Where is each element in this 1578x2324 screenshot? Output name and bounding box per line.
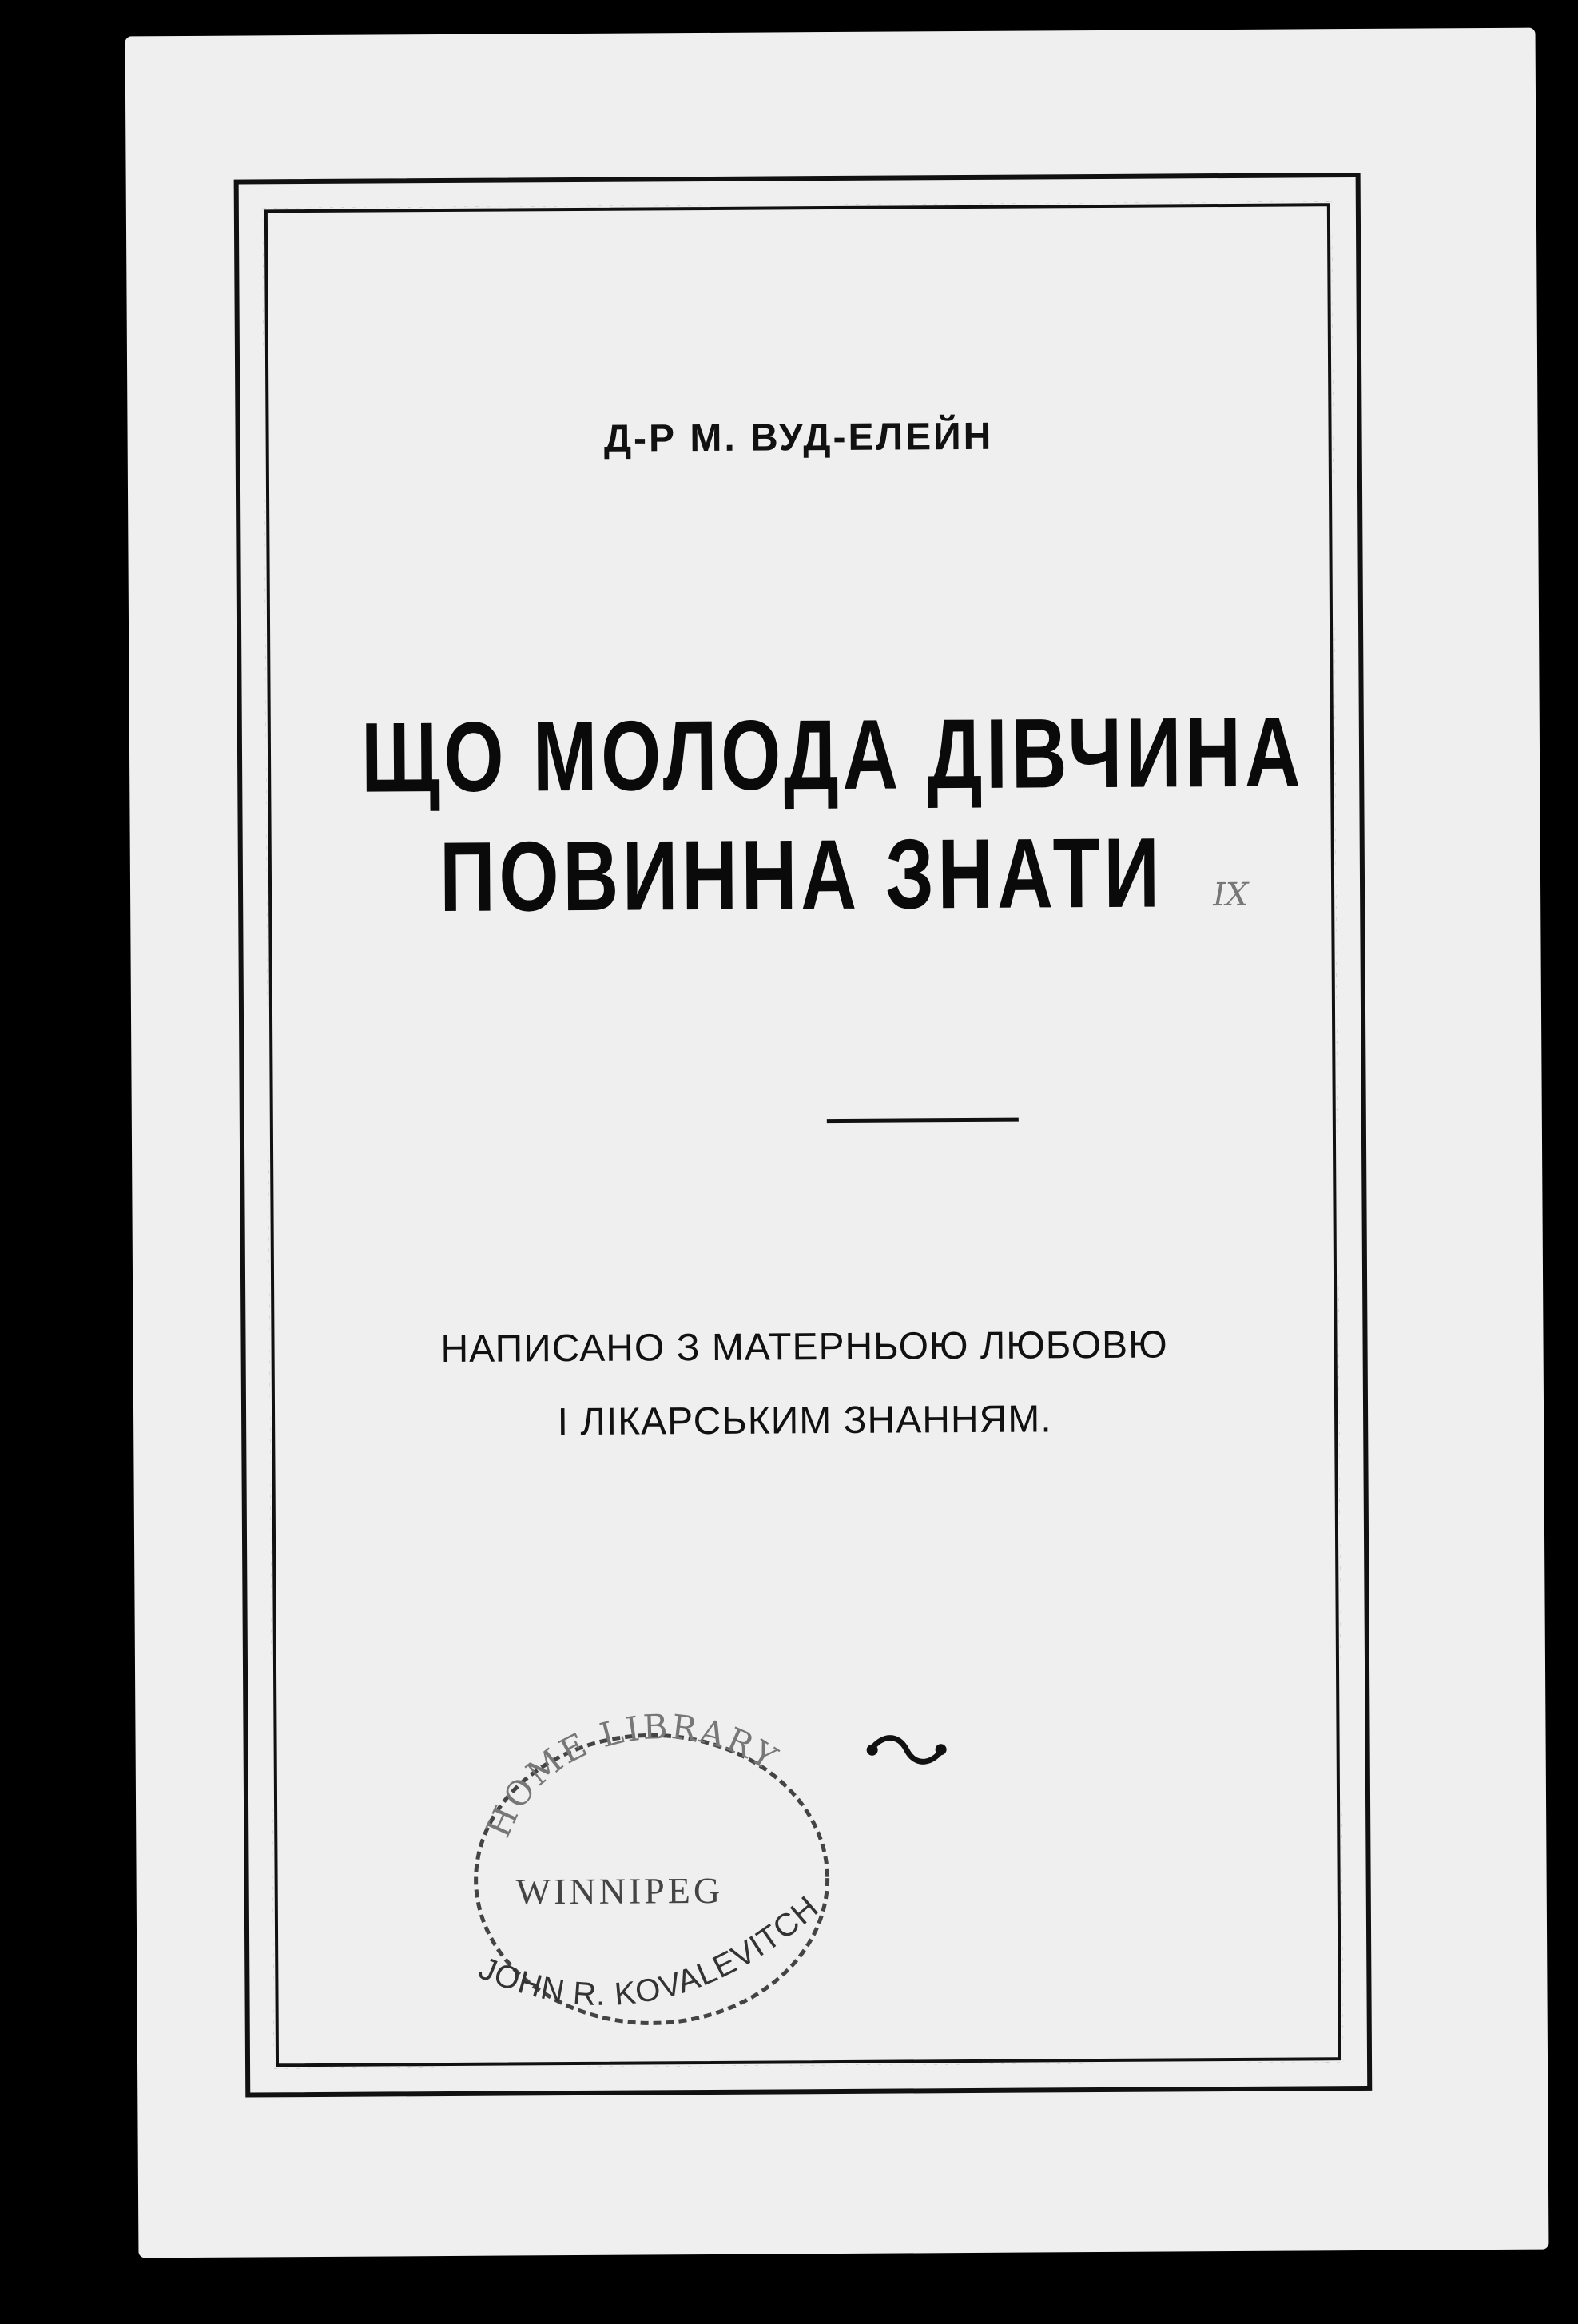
author-name: Д-Р М. ВУД-ЕЛЕЙН xyxy=(603,415,994,460)
document-title xyxy=(360,693,1305,938)
subtitle-line-1: НАПИСАНО З МАТЕРНЬОЮ ЛЮБОВЮ xyxy=(440,1323,1168,1371)
stamp-middle-text: WINNIPEG xyxy=(515,1869,724,1912)
library-stamp xyxy=(451,1678,868,2096)
title-line-2: ПОВИННА ЗНАТИ xyxy=(439,818,1164,933)
document-page xyxy=(125,28,1549,2258)
subtitle-line-2: І ЛІКАРСЬКИМ ЗНАННЯМ. xyxy=(557,1398,1052,1444)
title-line-1: ЩО МОЛОДА ДІВЧИНА xyxy=(360,697,1305,814)
ornament-flourish-icon xyxy=(862,1729,950,1770)
ornamental-border xyxy=(234,173,1373,2098)
stamp-bottom-text: JOHN R. KOVALEVITCH xyxy=(473,1889,825,2013)
handwritten-margin-note: IX xyxy=(1212,876,1249,914)
subtitle xyxy=(240,1307,1368,1462)
stamp-top-text: HOME LIBRARY xyxy=(478,1706,786,1844)
